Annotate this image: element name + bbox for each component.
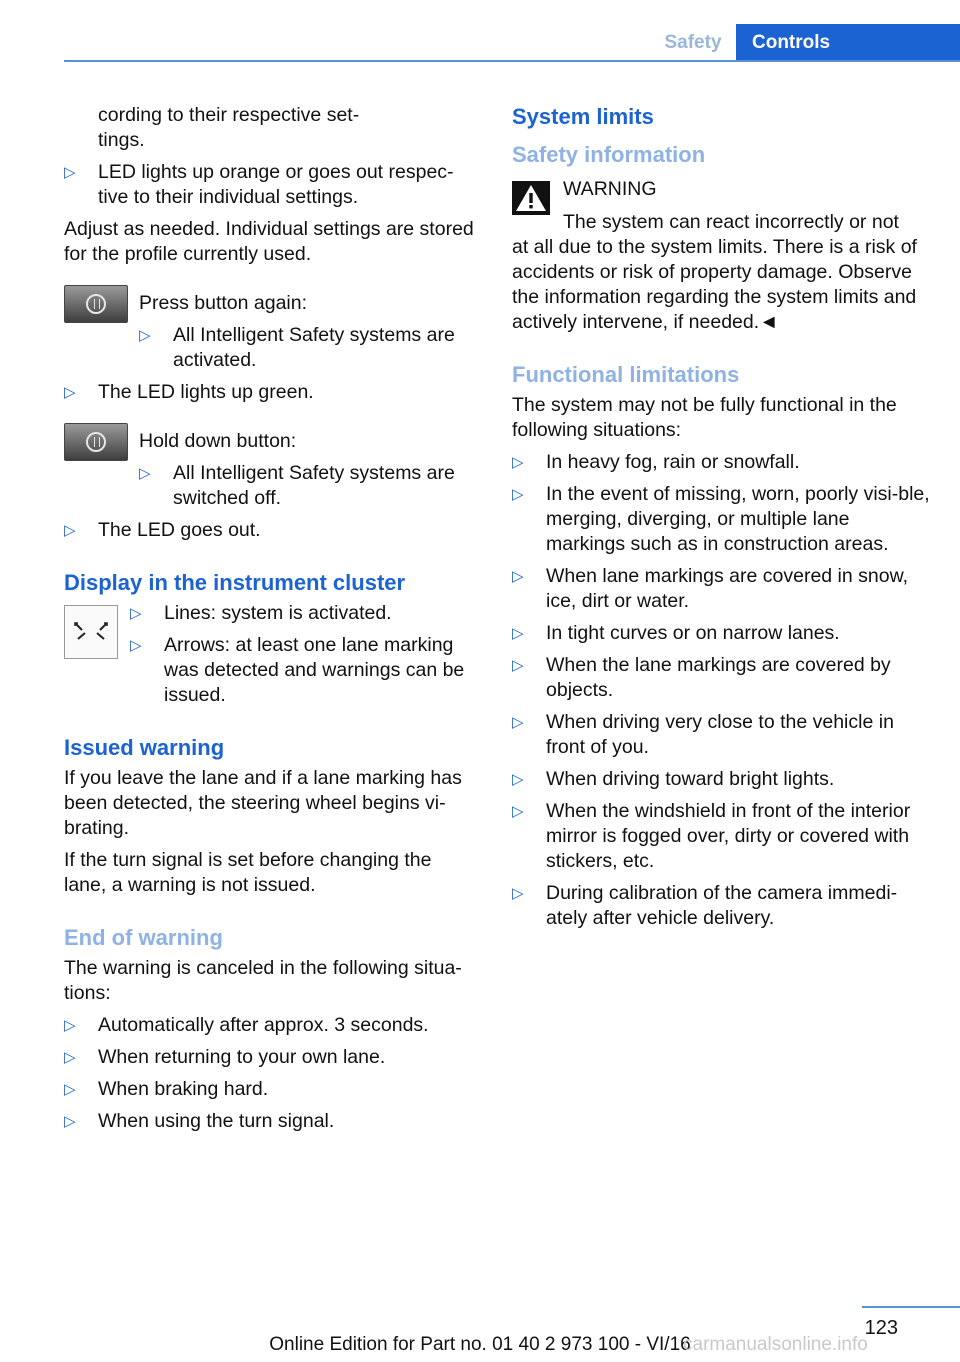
hold-down-block: [64, 429, 476, 511]
bullet-text: In tight curves or on narrow lanes.: [546, 622, 840, 644]
press-again-label: Press button again:: [139, 292, 308, 314]
bullet-triangle-icon: ▷: [139, 327, 151, 344]
end-intro: The warning is canceled in the following situa-tions:: [64, 957, 462, 1004]
issued-paragraph-2: If the turn signal is set before changing the lane, a warning is not issued.: [64, 849, 432, 896]
bullet-triangle-icon: ▷: [512, 657, 524, 674]
bullet-text: All Intelligent Safety systems are activated.: [173, 324, 455, 371]
list-item: [64, 380, 476, 405]
bullet-triangle-icon: ▷: [64, 522, 76, 539]
list-item: [64, 1013, 476, 1038]
list-item: [512, 710, 932, 760]
footer-rule: [862, 1306, 960, 1308]
bullet-triangle-icon: ▷: [512, 803, 524, 820]
header-rule: [64, 60, 960, 62]
list-item: [512, 564, 932, 614]
bullet-triangle-icon: ▷: [64, 1017, 76, 1034]
issued-paragraph-1: If you leave the lane and if a lane marking has been detected, the steering wheel begins vi-brating.: [64, 767, 462, 839]
display-heading: Display in the instrument cluster: [64, 570, 406, 595]
warning-triangle-icon: [512, 181, 550, 215]
list-item: [139, 461, 476, 511]
tab-safety[interactable]: Safety: [664, 32, 722, 53]
bullet-triangle-icon: ▷: [512, 771, 524, 788]
bullet-triangle-icon: ▷: [512, 714, 524, 731]
list-item: [130, 601, 476, 626]
bullet-triangle-icon: ▷: [512, 486, 524, 503]
list-item: [64, 160, 476, 210]
list-item: [130, 633, 476, 708]
press-again-block: [64, 291, 476, 373]
bullet-triangle-icon: ▷: [64, 384, 76, 401]
warning-label: WARNING: [563, 178, 657, 200]
edition-footer: Online Edition for Part no. 01 40 2 973 100 - VI/16: [269, 1334, 691, 1355]
bullet-text: During calibration of the camera immedi-ately after vehicle delivery.: [546, 882, 898, 929]
bullet-triangle-icon: ▷: [130, 637, 142, 654]
end-of-warning-heading: End of warning: [64, 925, 223, 950]
hold-down-label: Hold down button:: [139, 430, 297, 452]
bullet-triangle-icon: ▷: [512, 885, 524, 902]
safety-button-icon: [64, 285, 128, 323]
issued-warning-heading: Issued warning: [64, 735, 225, 760]
page-number: 123: [864, 1317, 898, 1339]
intro-line-2: tings.: [98, 129, 145, 151]
bullet-triangle-icon: ▷: [512, 568, 524, 585]
bullet-text: Lines: system is activated.: [164, 602, 392, 624]
bullet-triangle-icon: ▷: [139, 465, 151, 482]
intro-continuation: [64, 103, 476, 153]
bullet-text: When using the turn signal.: [98, 1110, 335, 1132]
bullet-triangle-icon: ▷: [64, 164, 76, 181]
bullet-triangle-icon: ▷: [512, 454, 524, 471]
list-item: [139, 323, 476, 373]
functional-intro: The system may not be fully functional in the following situations:: [512, 394, 897, 441]
list-item: [64, 1045, 476, 1070]
bullet-text: When braking hard.: [98, 1078, 269, 1100]
bullet-text: In the event of missing, worn, poorly visi-ble, merging, diverging, or multiple lane markings such as in construction areas.: [546, 483, 930, 555]
watermark: carmanualsonline.info: [683, 1334, 868, 1355]
bullet-triangle-icon: ▷: [512, 625, 524, 642]
list-item: [512, 653, 932, 703]
bullet-triangle-icon: ▷: [64, 1049, 76, 1066]
bullet-text: When returning to your own lane.: [98, 1046, 386, 1068]
cluster-display-block: [64, 601, 476, 708]
list-item: [512, 767, 932, 792]
system-limits-heading: System limits: [512, 104, 654, 129]
bullet-triangle-icon: ▷: [130, 605, 142, 622]
bullet-text: Automatically after approx. 3 seconds.: [98, 1014, 429, 1036]
safety-information-heading: Safety information: [512, 142, 706, 167]
list-item: [512, 881, 932, 931]
bullet-text: When lane markings are covered in snow, ice, dirt or water.: [546, 565, 909, 612]
list-item: [64, 518, 476, 543]
bullet-text: The LED lights up green.: [98, 381, 314, 403]
warning-first-line: The system can react incorrectly or not: [563, 211, 899, 233]
bullet-triangle-icon: ▷: [64, 1081, 76, 1098]
bullet-text: When the lane markings are covered by objects.: [546, 654, 891, 701]
list-item: [512, 621, 932, 646]
list-item: [512, 799, 932, 874]
bullet-text: LED lights up orange or goes out respec-tive to their individual settings.: [98, 161, 454, 208]
bullet-text: The LED goes out.: [98, 519, 261, 541]
list-item: [512, 482, 932, 557]
bullet-text: When driving toward bright lights.: [546, 768, 835, 790]
warning-rest: at all due to the system limits. There is a risk of accidents or risk of property damage. Observe the information regarding the system limits and actively intervene, if needed.◄: [512, 236, 917, 333]
safety-button-icon: [64, 423, 128, 461]
right-column: [512, 103, 932, 938]
bullet-text: Arrows: at least one lane marking was detected and warnings can be issued.: [164, 634, 465, 706]
bullet-text: When the windshield in front of the interior mirror is fogged over, dirty or covered with stickers, etc.: [546, 800, 911, 872]
list-item: [64, 1077, 476, 1102]
intro-line-1: cording to their respective set-: [98, 104, 360, 126]
warning-block: [512, 177, 932, 335]
adjust-paragraph: Adjust as needed. Individual settings are stored for the profile currently used.: [64, 218, 474, 265]
tab-controls[interactable]: Controls: [736, 24, 960, 62]
functional-limitations-heading: Functional limitations: [512, 362, 740, 387]
bullet-text: All Intelligent Safety systems are switched off.: [173, 462, 455, 509]
lane-lines-icon: [64, 605, 118, 659]
bullet-text: In heavy fog, rain or snowfall.: [546, 451, 800, 473]
bullet-text: When driving very close to the vehicle in front of you.: [546, 711, 894, 758]
list-item: [512, 450, 932, 475]
bullet-triangle-icon: ▷: [64, 1113, 76, 1130]
left-column: [64, 103, 476, 1141]
list-item: [64, 1109, 476, 1134]
